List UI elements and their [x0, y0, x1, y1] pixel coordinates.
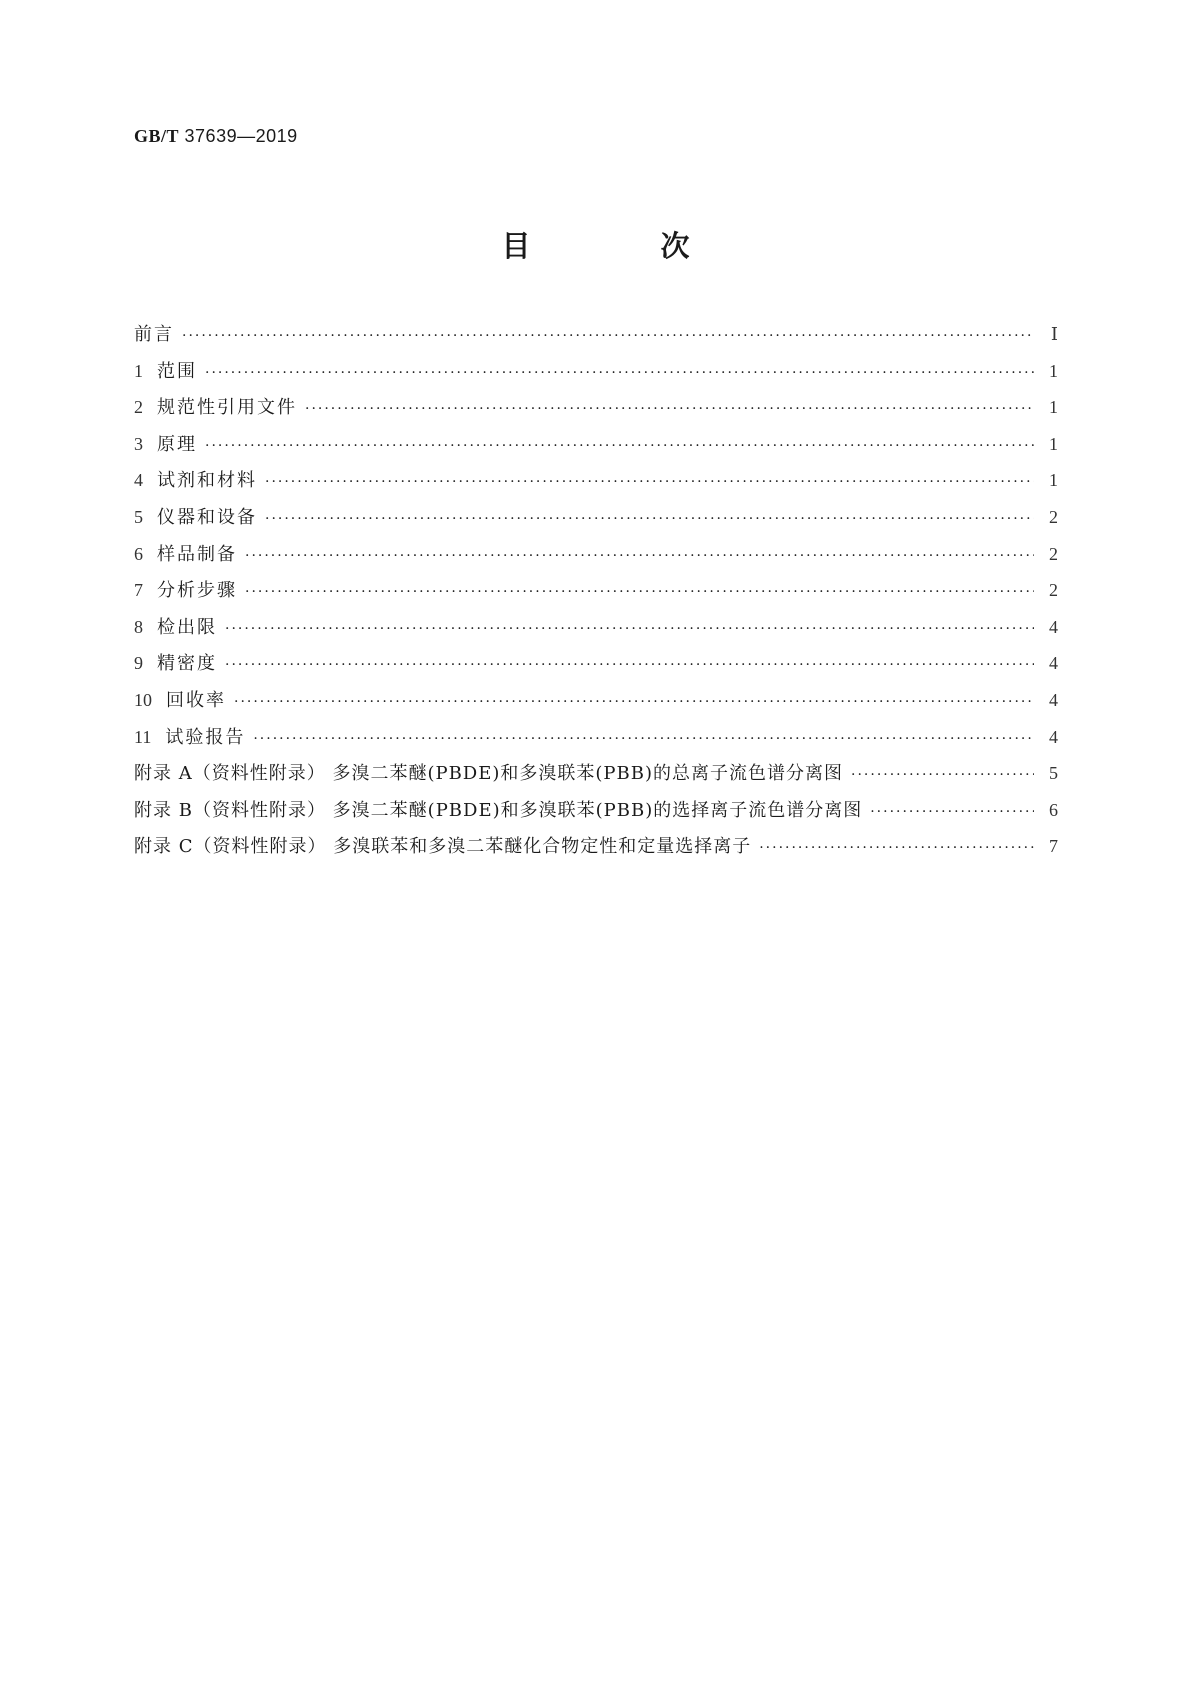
toc-entry-number: 11: [134, 726, 152, 747]
toc-entry-label: 附录 B（资料性附录） 多溴二苯醚(PBDE)和多溴联苯(PBB)的选择离子流色谱分离图: [134, 799, 863, 821]
toc-entry-apparatus[interactable]: [134, 503, 1058, 540]
toc-leader-dots: [234, 694, 1034, 710]
toc-entry-annex-b[interactable]: [134, 796, 1058, 833]
toc-leader-dots: [253, 731, 1034, 747]
standard-code: [134, 126, 298, 147]
toc-leader-dots: [225, 657, 1034, 673]
toc-entry-number: 7: [134, 580, 143, 601]
toc-entry-page: Ⅰ: [1050, 324, 1058, 344]
toc-entry-number: 1: [134, 360, 143, 381]
toc-title: 目 次: [501, 229, 750, 263]
toc-entry-page: 1: [1049, 470, 1058, 491]
toc-entry-principle[interactable]: [134, 430, 1058, 467]
toc-entry-page: 4: [1049, 726, 1058, 747]
toc-entry-precision[interactable]: [134, 649, 1058, 686]
toc-leader-dots: [245, 584, 1034, 600]
toc-entry-detection-limit[interactable]: [134, 613, 1058, 650]
toc-entry-label: 回收率: [166, 689, 226, 711]
toc-entry-page: 4: [1049, 653, 1058, 674]
toc-leader-dots: [870, 804, 1034, 820]
toc-leader-dots: [305, 401, 1034, 417]
toc-entry-number: 3: [134, 433, 143, 454]
toc-leader-dots: [265, 474, 1034, 490]
standard-prefix: GB/T: [134, 126, 180, 146]
toc-entry-label: 附录 C（资料性附录） 多溴联苯和多溴二苯醚化合物定性和定量选择离子: [134, 836, 752, 858]
toc-entry-label: 试剂和材料: [157, 470, 257, 492]
toc-entry-page: 2: [1049, 506, 1058, 527]
toc-entry-label: 样品制备: [157, 543, 237, 565]
toc-leader-dots: [225, 621, 1034, 637]
toc-entry-page: 1: [1049, 360, 1058, 381]
toc-entry-page: 7: [1049, 836, 1058, 857]
toc-entry-number: 4: [134, 470, 143, 491]
toc-entry-label: 规范性引用文件: [157, 397, 297, 419]
toc-entry-page: 2: [1049, 543, 1058, 564]
toc-entry-annex-c[interactable]: [134, 832, 1058, 869]
toc-leader-dots: [205, 438, 1034, 454]
toc-entry-number: 5: [134, 506, 143, 527]
toc-entry-number: 2: [134, 397, 143, 418]
toc-leader-dots: [851, 767, 1034, 783]
toc-entry-label: 精密度: [157, 653, 217, 675]
toc-entry-annex-a[interactable]: [134, 759, 1058, 796]
toc-entry-label: 检出限: [157, 616, 217, 638]
toc-entry-number: 6: [134, 543, 143, 564]
toc-entry-page: 6: [1049, 799, 1058, 820]
toc-entry-normative-references[interactable]: [134, 393, 1058, 430]
toc-entry-page: 5: [1049, 763, 1058, 784]
toc-entry-foreword[interactable]: [134, 320, 1058, 357]
toc-entry-sample-preparation[interactable]: [134, 540, 1058, 577]
toc-leader-dots: [245, 548, 1034, 564]
toc-entry-page: 4: [1049, 689, 1058, 710]
toc-leader-dots: [182, 328, 1034, 344]
toc-entry-test-report[interactable]: [134, 723, 1058, 760]
toc-entry-recovery[interactable]: [134, 686, 1058, 723]
toc-entry-scope[interactable]: [134, 357, 1058, 394]
toc-leader-dots: [265, 511, 1034, 527]
toc-entry-label: 仪器和设备: [157, 506, 257, 528]
toc-entry-label: 附录 A（资料性附录） 多溴二苯醚(PBDE)和多溴联苯(PBB)的总离子流色谱分离图: [134, 763, 844, 785]
toc-entry-page: 1: [1049, 433, 1058, 454]
toc-entry-label: 试验报告: [165, 726, 246, 748]
toc-entry-reagents[interactable]: [134, 466, 1058, 503]
toc-entry-procedure[interactable]: [134, 576, 1058, 613]
toc-entry-number: 8: [134, 616, 143, 637]
toc-entry-number: 10: [134, 689, 152, 710]
toc-entry-label: 原理: [157, 433, 197, 455]
toc-leader-dots: [205, 365, 1034, 381]
toc-list: [134, 320, 1058, 869]
toc-entry-label: 分析步骤: [157, 580, 237, 602]
toc-entry-label: 前言: [134, 324, 174, 345]
standard-number: 37639—2019: [184, 126, 298, 146]
toc-entry-number: 9: [134, 653, 143, 674]
toc-leader-dots: [759, 840, 1034, 856]
toc-entry-page: 2: [1049, 580, 1058, 601]
toc-entry-page: 4: [1049, 616, 1058, 637]
toc-entry-page: 1: [1049, 397, 1058, 418]
toc-entry-label: 范围: [157, 360, 197, 382]
